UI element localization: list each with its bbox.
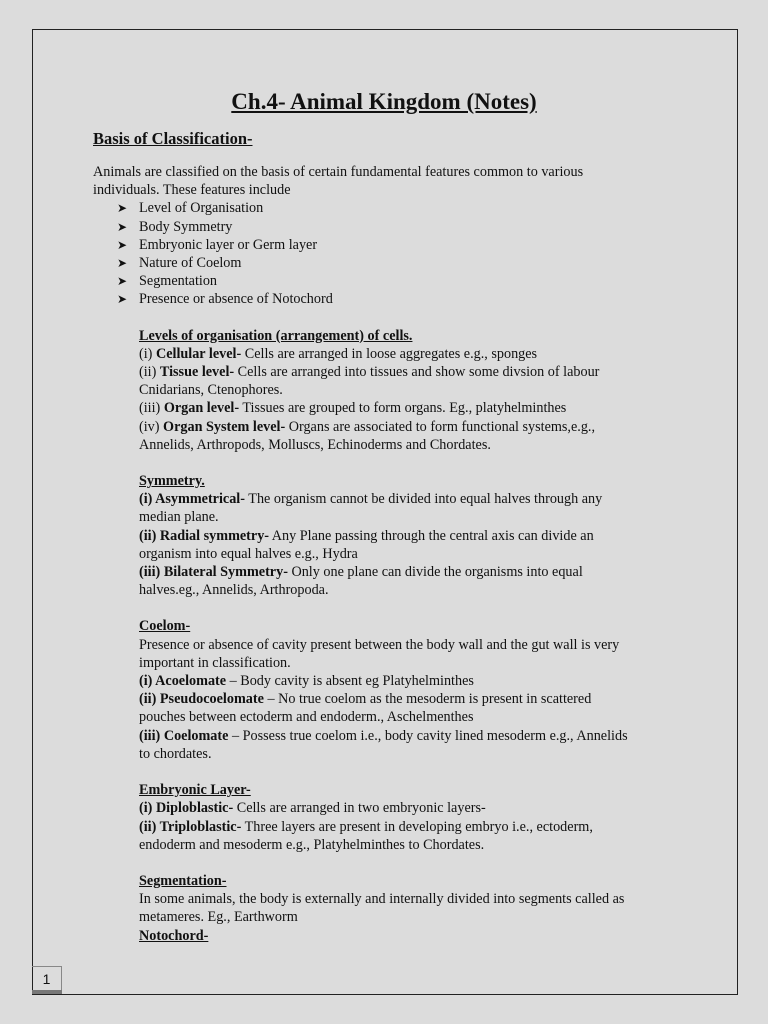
intro-line-2: individuals. These features include	[93, 182, 291, 199]
features-list	[93, 199, 693, 308]
levels-line: Annelids, Arthropods, Molluscs, Echinoderms and Chordates.	[139, 436, 491, 453]
symmetry-line: organism into equal halves e.g., Hydra	[139, 545, 358, 562]
levels-line: (i) Cellular level- Cells are arranged in loose aggregates e.g., sponges	[139, 345, 538, 362]
segmentation-heading: Segmentation-	[139, 872, 227, 889]
arrow-bullet-icon: ➤	[117, 274, 128, 289]
levels-section	[139, 327, 693, 945]
arrow-bullet-icon: ➤	[117, 237, 128, 252]
levels-line: (ii) Tissue level- Cells are arranged into tissues and show some divsion of labour	[139, 364, 600, 381]
feature-label: Embryonic layer or Germ layer	[139, 236, 318, 253]
basis-heading-text: Basis of Classification	[93, 129, 248, 148]
symmetry-line: (iii) Bilateral Symmetry- Only one plane can divide the organisms into equal	[139, 564, 583, 581]
levels-heading: Levels of organisation (arrangement) of cells.	[139, 327, 413, 344]
list-item	[117, 254, 693, 272]
list-item	[117, 272, 693, 290]
list-item	[117, 218, 693, 236]
page-title: Ch.4- Animal Kingdom (Notes)	[231, 89, 537, 114]
embryonic-line: (i) Diploblastic- Cells are arranged in two embryonic layers-	[139, 800, 486, 817]
segmentation-line: In some animals, the body is externally and internally divided into segments called as	[139, 891, 625, 908]
arrow-bullet-icon: ➤	[117, 219, 128, 234]
coelom-heading: Coelom-	[139, 618, 191, 635]
intro-line-1: Animals are classified on the basis of certain fundamental features common to various	[93, 164, 584, 180]
arrow-bullet-icon: ➤	[117, 256, 128, 271]
coelom-line: Presence or absence of cavity present between the body wall and the gut wall is very	[139, 636, 620, 653]
basis-heading-suffix: -	[247, 129, 253, 148]
coelom-line: to chordates.	[139, 745, 212, 762]
embryonic-line: (ii) Triploblastic- Three layers are present in developing embryo i.e., ectoderm,	[139, 818, 593, 835]
page-number-bar	[32, 990, 62, 994]
list-item	[117, 236, 693, 254]
list-item	[117, 199, 693, 217]
feature-label: Level of Organisation	[139, 200, 264, 217]
notes-content	[93, 129, 693, 945]
coelom-line: (i) Acoelomate – Body cavity is absent eg Platyhelminthes	[139, 673, 474, 690]
symmetry-line: halves.eg., Annelids, Arthropoda.	[139, 582, 329, 599]
coelom-line: pouches between ectoderm and endoderm., Aschelmenthes	[139, 709, 474, 726]
levels-line: Cnidarians, Ctenophores.	[139, 382, 283, 399]
levels-line: (iii) Organ level- Tissues are grouped to form organs. Eg., platyhelminthes	[139, 400, 567, 417]
arrow-bullet-icon: ➤	[117, 292, 128, 307]
list-item	[117, 290, 693, 308]
page-number: 1	[32, 966, 62, 992]
coelom-line: important in classification.	[139, 654, 291, 671]
basis-heading	[93, 129, 693, 149]
feature-label: Presence or absence of Notochord	[139, 291, 333, 308]
symmetry-heading: Symmetry.	[139, 473, 205, 490]
feature-label: Body Symmetry	[139, 218, 233, 235]
levels-line: (iv) Organ System level- Organs are associated to form functional systems,e.g.,	[139, 418, 596, 435]
embryonic-heading: Embryonic Layer-	[139, 782, 251, 799]
arrow-bullet-icon: ➤	[117, 201, 128, 216]
feature-label: Nature of Coelom	[139, 255, 242, 272]
symmetry-line: median plane.	[139, 509, 219, 526]
embryonic-line: endoderm and mesoderm e.g., Platyhelminthes to Chordates.	[139, 836, 485, 853]
symmetry-line: (ii) Radial symmetry- Any Plane passing through the central axis can divide an	[139, 527, 594, 544]
feature-label: Segmentation	[139, 273, 218, 290]
coelom-line: (iii) Coelomate – Possess true coelom i.e., body cavity lined mesoderm e.g., Annelids	[139, 727, 628, 744]
segmentation-line: metameres. Eg., Earthworm	[139, 909, 298, 926]
coelom-line: (ii) Pseudocoelomate – No true coelom as the mesoderm is present in scattered	[139, 691, 592, 708]
symmetry-line: (i) Asymmetrical- The organism cannot be divided into equal halves through any	[139, 491, 603, 508]
notochord-heading: Notochord-	[139, 927, 209, 944]
